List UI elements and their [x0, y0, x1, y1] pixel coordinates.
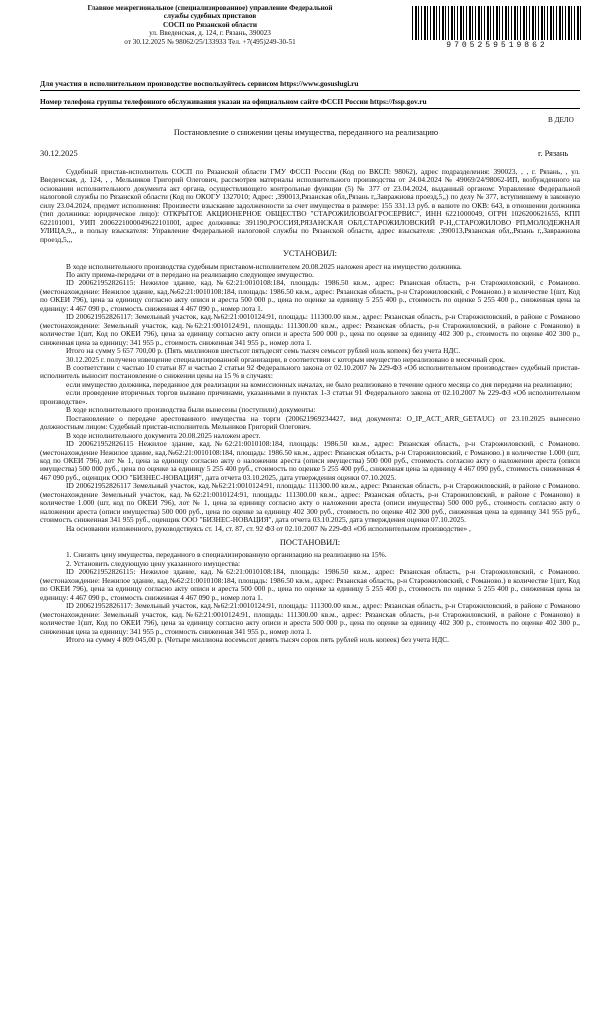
barcode-bars [412, 6, 582, 40]
address-line-2: от 30.12.2025 № 98062/25/133933 Тел. +7(495)249-30-51 [124, 37, 296, 46]
divider-bottom [40, 108, 580, 109]
gosuslugi-line: Для участия в исполнительном производстве воспользуйтесь сервисом https://www.gosuslugi.ru [40, 79, 359, 88]
org-line-3: СОСП по Рязанской области [163, 20, 257, 29]
document-date: 30.12.2025 [40, 149, 78, 158]
resolved-paragraph: 1. Снизить цену имущества, переданного в специализированную организацию на реализацию на 15%. [66, 550, 387, 560]
resolved-paragraph: ID 200621952826115: Нежилое здание, кад.№62:21:0010108:184, площадь: 1986.50 кв.м., адрес: Рязанская область, р-н Старожиловский, с Романово. (местонахождение: Нежилое здание, кад.№62:21:0010108:184, площадь: 1986.50 кв.м., адрес: Рязанская область, р-н Старожиловский, с Романово.) в количестве 1(шт, Код по ОКЕИ 796), цена за единицу согласно акту описи и ареста 500 000 р., цена по оценке за единицу 5 255 400 р., стоимость по оценке 5 255 400 р., сниженная цена за единицу: 4 467 090 р., стоимость сниженная 4 467 090 р., номер лота 1. [40, 567, 580, 602]
barcode [412, 6, 582, 48]
established-paragraph: если имущество должника, переданное для реализации на комиссионных началах, не было реализовано в течение одного месяца со дня передачи на реализацию; [66, 379, 573, 389]
org-line-1: Главное межрегиональное (специализированное) управление Федеральной [87, 4, 333, 12]
resolved-paragraph: Итого на сумму 4 809 045,00 р. (Четыре миллиона восемьсот девять тысяч сорок пять рублей ноль копеек) без учета НДС. [66, 635, 449, 645]
barcode-number: 9705259519862 [446, 41, 548, 50]
established-paragraph: ID 200621952826115: Нежилое здание, кад.№62:21:0010108:184, площадь: 1986.50 кв.м., адрес: Рязанская область, р-н Старожиловский, с Романово. (местонахождение: Нежилое здание, кад.№62:21:0010108:184, площадь: 1986.50 кв.м., адрес: Рязанская область, р-н Старожиловский, с Романово.) в количестве 1(шт, Код по ОКЕИ 796), цена за единицу согласно акту описи и ареста 500 000 р., цена по оценке за единицу 5 255 400 р., стоимость по оценке 5 255 400 р., сниженная цена за единицу: 4 467 090 р., стоимость сниженная 4 467 090 р., номер лота 1. [40, 278, 580, 313]
established-paragraph: На основании изложенного, руководствуясь ст. 14, ст. 87, ст. 92 ФЗ от 02.10.2007 № 229-ФЗ «Об исполнительном производстве» , [66, 523, 471, 533]
intro-paragraph: Судебный пристав-исполнитель СОСП по Рязанской области ГМУ ФССП России (Код по ВКСП: 98062), адрес подразделения: 390023, , , г. Рязань, , ул. Введенская, д. 124, , , Мельников Григорий Олегович, рассмотрев материалы исполнительного производства от 24.04.2024 № 49069/24/98062-ИП, возбужденного на основании исполнительного документа акт органа, осуществляющего контрольные функции (5) № 377 от 23.04.2024, выданный органом: Управление Федеральной налоговой службы по Рязанской области (Код по ОКОГУ 1327010; Адрес: ,390013,Рязанская обл,,Рязань г,,Завражнова проезд,5,,) по делу № 377, вступившему в законную силу 23.04.2024, предмет исполнения: Произвести взыскание задолженности за счет имущества в размере: 155 331.13 руб. в валюте по ОКВ: 643, в отношении должника (тип должника: юридическое лицо): ОТКРЫТОЕ АКЦИОНЕРНОЕ ОБЩЕСТВО "СТАРОЖИЛОВОАГРОСЕРВИС", ИНН 6221000049, ОГРН 1026200621655, КПП 622101001, УИП 200622100004962210100I, адрес должника: 391190,РОССИЯ,РЯЗАНСКАЯ ОБЛ,СТАРОЖИЛОВСКИЙ Р-Н,,СТАРОЖИЛОВО РП,МОЛОДЕЖНАЯ УЛИЦА,9,,, в пользу взыскателя: Управление Федеральной налоговой службы по Рязанской области, адрес взыскателя: ,390013,Рязанская обл,,Рязань г,,Завражнова проезд,5,,, [40, 167, 580, 244]
established-paragraph: ID 200621952826117 Земельный участок, кад.№62:21:0010124:91, площадь: 111300.00 кв.м., адрес: Рязанская область, р-н Старожиловский, в районе с Романово. (местонахождение Земельный участок, кад.№62:21:0010124:91, площадь: 111300.00 кв.м., адрес: Рязанская область, р-н Старожиловский, в районе с Романово) в количестве 1.000 (шт, код по ОКЕИ 796), лот № 1, цена за единицу согласно акту о наложении ареста (описи имущества) 500 000 руб., стоимость согласно акту о наложении ареста (описи имущества) 500 000 руб., цена по оценке за единицу 402 300 руб., стоимость по оценке 402 300 руб., сниженная цена за единицу 341 955 руб., стоимость сниженная 341 955 руб., оценщик ООО "БИЗНЕС-НОВАЦИЯ", дата отчета 03.10.2025, дата утверждения оценки 07.10.2025. [40, 481, 580, 525]
established-paragraph: Постановление о передаче арестованного имущества на торги (200621969234427, вид документа: O_IP_ACT_ARR_GETAUC) от 23.10.2025 вынесено должностным лицом: Судебный пристав-исполнитель Мельников Григорий Олегович. [40, 413, 580, 432]
resolved-paragraph: 2. Установить следующую цену указанного имущества: [66, 558, 241, 568]
org-line-2: службы судебных приставов [163, 12, 257, 21]
document-city: г. Рязань [538, 149, 569, 158]
issuer-block [40, 4, 380, 46]
phone-line: Номер телефона группы телефонного обслуживания указан на официальном сайте ФССП России https://fssp.gov.ru [40, 97, 427, 106]
established-paragraph: В соответствии с частью 10 статьи 87 и частью 2 статьи 92 Федерального закона от 02.10.2007 № 229-ФЗ «Об исполнительном производстве» судебный пристав-исполнитель выносит постановление о снижении цены на 15 % в случаях: [40, 362, 580, 381]
resolved-paragraph: ID 200621952826117: Земельный участок, кад.№62:21:0010124:91, площадь: 111300.00 кв.м., адрес: Рязанская область, р-н Старожиловский, в районе с Романово (местонахождение: Земельный участок, кад.№62:21:0010124:91, площадь: 111300.00 кв.м., адрес: Рязанская область, р-н Старожиловский, в районе с Романово) в количестве 1(шт, Код по ОКЕИ 796), цена за единицу согласно акту описи и ареста 500 000 р., цена по оценке за единицу 402 300 р., стоимость по оценке 402 300 р., сниженная цена за единицу: 341 955 р., стоимость сниженная 341 955 р., номер лота 1. [40, 601, 580, 636]
established-paragraph: ID 200621952826117: Земельный участок, кад.№62:21:0010124:91, площадь: 111300.00 кв.м., адрес: Рязанская область, р-н Старожиловский, в районе с Романово (местонахождение: Земельный участок, кад.№62:21:0010124:91, площадь: 111300.00 кв.м., адрес: Рязанская область, р-н Старожиловский, в районе с Романово) в количестве 1(шт, Код по ОКЕИ 796), цена за единицу согласно акту описи и ареста 500 000 р., цена по оценке за единицу 402 300 р., стоимость по оценке 402 300 р., сниженная цена за единицу: 341 955 р., стоимость сниженная 341 955 р., номер лота 1. [40, 312, 580, 347]
address-line-1: ул. Введенская, д. 124, г. Рязань, 390023 [149, 29, 271, 38]
established-paragraph: если проведение вторичных торгов вызвано причинами, указанными в пунктах 1-3 статьи 91 Федерального закона от 02.10.2007 № 229-ФЗ «Об исполнительном производстве». [40, 388, 580, 406]
document-title: Постановление о снижении цены имущества, переданного на реализацию [173, 128, 439, 137]
established-paragraph: По акту приема-передачи от в передано на реализацию следующее имущество. [66, 269, 314, 279]
established-paragraph: Итого на сумму 5 657 700,00 р. (Пять миллионов шестьсот пятьдесят семь тысяч семьсот рублей ноль копеек) без учета НДС. [66, 346, 461, 356]
established-paragraph: 30.12.2025 г. получено извещение специализированной организации, в соответствии с которым имущество нереализовано в месячный срок. [66, 354, 505, 364]
document-body [40, 168, 580, 644]
established-paragraph: В ходе исполнительного производства были вынесены (поступили) документы: [66, 405, 316, 415]
established-paragraph: В ходе исполнительного производства судебным приставом-исполнителем 20.08.2025 наложен арест на имущество должника. [66, 261, 462, 271]
divider-top [40, 90, 580, 91]
established-paragraph: ID 200621952826115 Нежилое здание, кад.№62:21:0010108:184, площадь: 1986.50 кв.м., адрес: Рязанская область, р-н Старожиловский, с Романово. (местонахождение Нежилое здание, кад.№62:21:0010108:184, площадь: 1986.50 кв.м., адрес: Рязанская область, р-н Старожиловский, с Романово.) в количестве 1.000 (шт, код по ОКЕИ 796), лот № 1, цена за единицу согласно акту о наложении ареста (описи имущества) 500 000 руб., стоимость согласно акту о наложении ареста (описи имущества) 500 000 руб., цена по оценке за единицу 5 255 400 руб., стоимость по оценке 5 255 400 руб., сниженная цена за единицу 4 467 090 руб., стоимость сниженная 4 467 090 руб., оценщик ООО "БИЗНЕС-НОВАЦИЯ", дата отчета 03.10.2025, дата утверждения оценки 07.10.2025. [40, 439, 580, 482]
v-delo-mark: В ДЕЛО [548, 116, 574, 124]
section-resolved-heading: ПОСТАНОВИЛ: [279, 538, 341, 548]
section-established-heading: УСТАНОВИЛ: [283, 249, 337, 259]
established-paragraph: В ходе исполнительного документа 20.08.2025 наложен арест. [66, 430, 261, 440]
